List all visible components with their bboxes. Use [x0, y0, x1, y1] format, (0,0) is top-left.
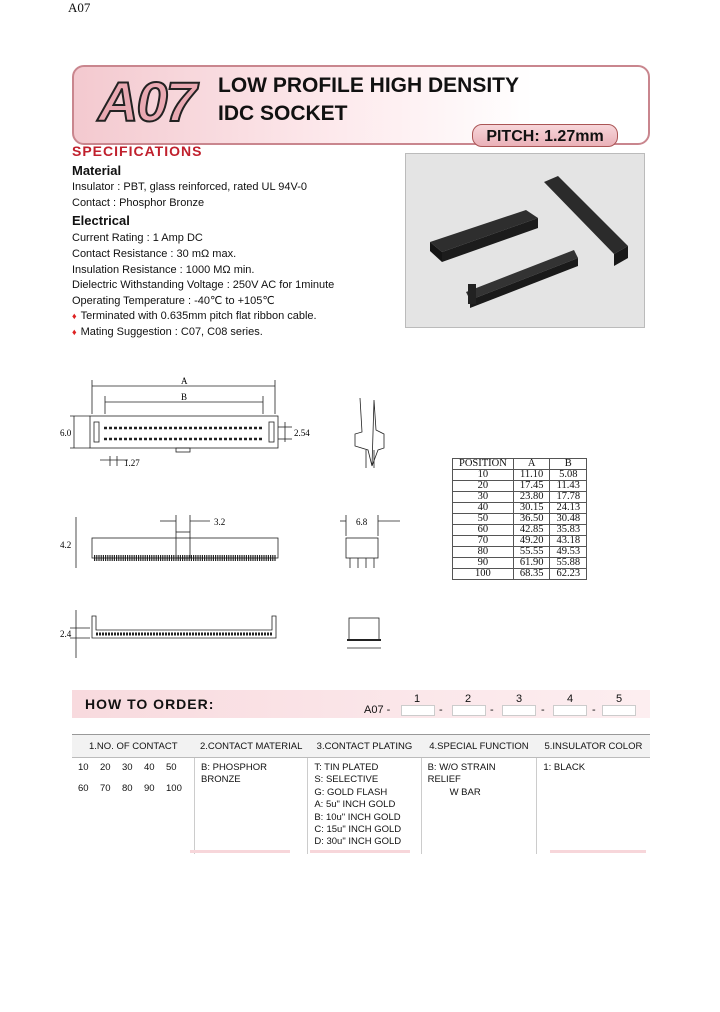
option-dash: -	[439, 704, 443, 716]
material-cell	[195, 758, 308, 855]
specifications-heading: SPECIFICATIONS	[72, 143, 203, 159]
contact-option: 80	[122, 783, 133, 795]
spec-line: Contact : Phosphor Bronze	[72, 197, 205, 209]
contact-option: 30	[122, 762, 133, 773]
option-number: 1	[414, 693, 421, 705]
cell: 60	[453, 525, 514, 536]
header-b: B	[550, 459, 587, 470]
cell: 11.10	[513, 470, 550, 481]
spec-line: Insulation Resistance : 1000 MΩ min.	[72, 264, 255, 276]
plating-option: B: 10u" INCH GOLD	[314, 811, 401, 823]
note-line	[72, 309, 317, 323]
col-plating: 3.CONTACT PLATING	[308, 735, 421, 758]
plating-option: S: SELECTIVE	[314, 774, 379, 786]
special-option: W BAR	[449, 786, 481, 798]
col-contacts: 1.NO. OF CONTACT	[72, 735, 195, 758]
cell: 10	[453, 470, 514, 481]
option-number: 5	[616, 693, 623, 705]
product-photo	[405, 153, 645, 328]
col-color: 5.INSULATOR COLOR	[537, 735, 650, 758]
option-number: 3	[516, 693, 523, 705]
title-line-1: LOW PROFILE HIGH DENSITY	[218, 74, 520, 97]
note-line	[72, 325, 263, 339]
note-text: Terminated with 0.635mm pitch flat ribbon cable.	[80, 310, 317, 322]
plating-cell	[308, 758, 421, 855]
spec-line: Dielectric Withstanding Voltage : 250V AC for 1minute	[72, 279, 335, 291]
cell: 50	[453, 514, 514, 525]
table-row	[453, 536, 587, 547]
table-row	[453, 547, 587, 558]
bullet-icon: ♦	[72, 327, 77, 337]
cell: 43.18	[550, 536, 587, 547]
spec-line: Contact Resistance : 30 mΩ max.	[72, 248, 237, 260]
plating-option: T: TIN PLATED	[314, 762, 379, 773]
dim-a-label: A	[181, 376, 188, 386]
cell: 17.45	[513, 481, 550, 492]
bullet-icon: ♦	[72, 311, 77, 321]
plating-option: D: 30u" INCH GOLD	[314, 836, 402, 848]
dim-6-0-label: 6.0	[60, 428, 72, 438]
cell: 17.78	[550, 492, 587, 503]
dim-2-54-label: 2.54	[294, 428, 310, 438]
option-box-2	[452, 705, 486, 716]
cell: 30.48	[550, 514, 587, 525]
plating-option: C: 15u" INCH GOLD	[314, 824, 402, 836]
how-to-order-title: HOW TO ORDER:	[85, 696, 215, 712]
table-header-row	[453, 459, 587, 470]
order-options-table	[72, 734, 650, 854]
header-a: A	[513, 459, 550, 470]
table-row	[453, 558, 587, 569]
option-dash: -	[490, 704, 494, 716]
cell: 55.88	[550, 558, 587, 569]
plating-option: G: GOLD FLASH	[314, 786, 388, 798]
dim-3-2-label: 3.2	[214, 517, 226, 527]
cell: 49.53	[550, 547, 587, 558]
contact-option: 60	[78, 783, 89, 795]
table-row	[453, 492, 587, 503]
cell: 90	[453, 558, 514, 569]
order-prefix: A07 -	[364, 704, 391, 716]
color-option: 1: BLACK	[543, 762, 586, 773]
cell: 61.90	[513, 558, 550, 569]
table-row	[453, 503, 587, 514]
color-cell	[537, 758, 650, 855]
contact-option: 20	[100, 762, 111, 773]
position-table	[452, 458, 587, 580]
dim-4-2-label: 4.2	[60, 540, 72, 550]
spec-line: Current Rating : 1 Amp DC	[72, 232, 203, 244]
pitch-badge: PITCH: 1.27mm	[472, 124, 618, 147]
option-dash: -	[541, 704, 545, 716]
contact-option: 10	[78, 762, 89, 773]
option-box-3	[502, 705, 536, 716]
contact-option: 90	[144, 783, 155, 795]
cell: 62.23	[550, 569, 587, 580]
dim-2-4-label: 2.4	[60, 629, 72, 639]
cell: 11.43	[550, 481, 587, 492]
special-cell	[421, 758, 537, 855]
special-option: B: W/O STRAIN RELIEF	[427, 762, 496, 786]
contact-option: 70	[100, 783, 111, 795]
cell: 30.15	[513, 503, 550, 514]
header-position: POSITION	[453, 459, 514, 470]
cell: 23.80	[513, 492, 550, 503]
contact-option: 50	[166, 762, 177, 773]
spec-line: Operating Temperature : -40℃ to +105℃	[72, 295, 275, 307]
order-header-row	[72, 735, 650, 758]
decor-line	[190, 850, 290, 853]
option-box-5	[602, 705, 636, 716]
cell: 5.08	[550, 470, 587, 481]
contact-option: 100	[166, 783, 182, 795]
cell: 68.35	[513, 569, 550, 580]
cell: 20	[453, 481, 514, 492]
contact-option: 40	[144, 762, 155, 773]
spec-line: Insulator : PBT, glass reinforced, rated UL 94V-0	[72, 181, 307, 193]
order-body-row	[72, 758, 650, 855]
option-dash: -	[592, 704, 596, 716]
table-row	[453, 481, 587, 492]
table-row	[453, 525, 587, 536]
cell: 70	[453, 536, 514, 547]
table-row	[453, 514, 587, 525]
cell: 55.55	[513, 547, 550, 558]
cell: 24.13	[550, 503, 587, 514]
dim-b-label: B	[181, 392, 188, 402]
decor-line	[310, 850, 410, 853]
option-number: 2	[465, 693, 472, 705]
dim-6-8-label: 6.8	[356, 517, 368, 527]
cell: 80	[453, 547, 514, 558]
col-special: 4.SPECIAL FUNCTION	[421, 735, 537, 758]
option-number: 4	[567, 693, 574, 705]
material-option: B: PHOSPHOR BRONZE	[201, 762, 267, 786]
material-heading: Material	[72, 163, 122, 178]
plating-option: A: 5u" INCH GOLD	[314, 799, 396, 811]
electrical-heading: Electrical	[72, 213, 130, 228]
contacts-cell	[72, 758, 195, 855]
option-box-4	[553, 705, 587, 716]
cell: 49.20	[513, 536, 550, 547]
cell: 40	[453, 503, 514, 514]
table-row	[453, 569, 587, 580]
title-line-2: IDC SOCKET	[218, 102, 348, 125]
dimension-drawing	[60, 370, 420, 670]
table-row	[453, 470, 587, 481]
cell: 36.50	[513, 514, 550, 525]
note-text: Mating Suggestion : C07, C08 series.	[80, 326, 263, 338]
cell: 30	[453, 492, 514, 503]
decor-line	[550, 850, 646, 853]
cell: 42.85	[513, 525, 550, 536]
series-logo: A07	[98, 70, 195, 133]
cell: 100	[453, 569, 514, 580]
corner-label: A07	[68, 0, 91, 15]
dim-1-27-label: 1.27	[124, 458, 140, 468]
col-material: 2.CONTACT MATERIAL	[195, 735, 308, 758]
option-box-1	[401, 705, 435, 716]
cell: 35.83	[550, 525, 587, 536]
